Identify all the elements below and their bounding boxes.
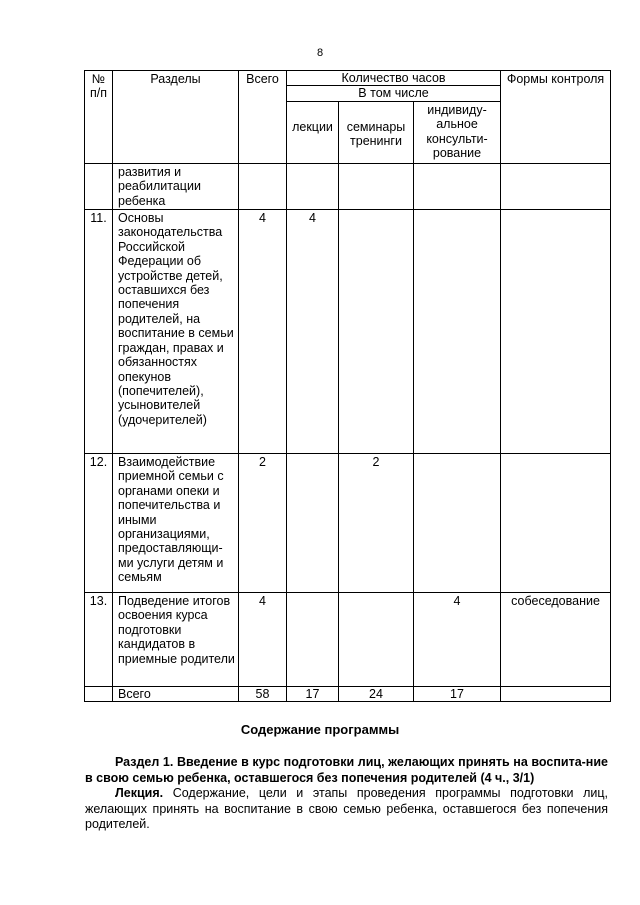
row-individual: 4 [414,593,501,687]
table-row [85,163,611,209]
row-section: Всего [113,687,239,702]
section-1-title-text: Раздел 1. Введение в курс подготовки лиц, желающих принять на воспита-ние в свою семью ребенка, оставшегося без попечения родителей (4 ч., 3/1) [85,755,608,785]
row-total: 58 [239,687,287,702]
row-total [239,163,287,209]
row-seminars [339,593,414,687]
row-seminars: 2 [339,454,414,593]
row-section: Подведение итогов освоения курса подготовки кандидатов в приемные родители [113,593,239,687]
table-row [85,454,611,593]
section-1-block [85,755,608,833]
row-seminars [339,163,414,209]
row-forms [501,687,611,702]
program-content-heading: Содержание программы [240,722,400,737]
row-num: 11. [85,210,113,454]
header-individual: индивиду-альное консульти-рование [414,101,501,163]
row-individual [414,210,501,454]
row-total: 2 [239,454,287,593]
row-total: 4 [239,210,287,454]
header-seminars: семинары тренинги [339,101,414,163]
section-1-title [85,755,608,786]
row-section: Взаимодействие приемной семьи с органами опеки и попечительства и иными организациями, предоставляющи-ми услуги детям и семьям [113,454,239,593]
row-forms [501,163,611,209]
header-num: № п/п [85,71,113,164]
row-section: Основы законодательства Российской Федерации об устройстве детей, оставшихся без попечения родителей, на воспитание в семьи граждан, правах и обязанностях опекунов (попечителей), усыновителей (удочерителей) [113,210,239,454]
row-individual [414,454,501,593]
row-num [85,687,113,702]
row-seminars [339,210,414,454]
header-including: В том числе [287,86,501,101]
row-forms [501,210,611,454]
header-lectures: лекции [287,101,339,163]
row-total: 4 [239,593,287,687]
row-lectures [287,593,339,687]
row-forms: собеседование [501,593,611,687]
row-individual [414,163,501,209]
lecture-paragraph [85,786,608,833]
row-section: развития и реабилитации ребенка [113,163,239,209]
header-total: Всего [239,71,287,164]
row-num: 12. [85,454,113,593]
course-hours-table [84,70,611,702]
row-lectures [287,454,339,593]
page-number: 8 [316,47,324,59]
header-sections: Разделы [113,71,239,164]
lecture-text: Содержание, цели и этапы проведения программы подготовки лиц, желающих принять на воспитание в свою семью ребенка, оставшегося без попечения родителей. [85,786,608,831]
row-lectures: 17 [287,687,339,702]
table-row [85,210,611,454]
lecture-label: Лекция. [115,786,164,800]
row-lectures: 4 [287,210,339,454]
table-total-row [85,687,611,702]
row-num: 13. [85,593,113,687]
row-seminars: 24 [339,687,414,702]
table-row [85,593,611,687]
row-individual: 17 [414,687,501,702]
row-forms [501,454,611,593]
header-forms: Формы контроля [501,71,611,164]
header-hours: Количество часов [287,71,501,86]
row-lectures [287,163,339,209]
row-num [85,163,113,209]
